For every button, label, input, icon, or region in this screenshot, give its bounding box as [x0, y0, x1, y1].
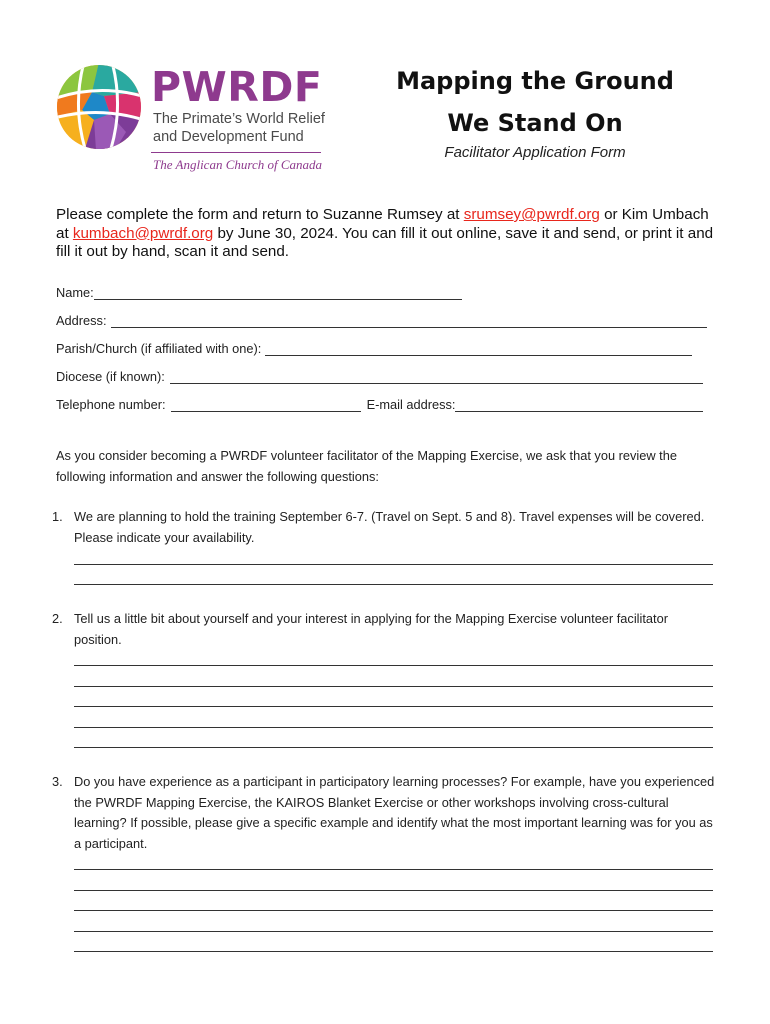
question-1-text: We are planning to hold the training September 6-7. (Travel on Sept. 5 and 8). Travel expenses will be covered. Please indicate your availability.	[74, 509, 705, 545]
intro-paragraph	[56, 206, 721, 262]
question-1-number: 1.	[52, 509, 63, 524]
diocese-field-row	[56, 369, 703, 384]
address-field-row	[56, 313, 707, 328]
question-2-number: 2.	[52, 611, 63, 626]
globe-logo-icon	[54, 62, 144, 152]
logo-subtitle	[153, 110, 325, 146]
name-field-row	[56, 285, 462, 300]
intro-text-2: or Kim Umbach at	[56, 206, 709, 242]
name-label: Name:	[56, 285, 94, 300]
answer-line[interactable]	[74, 869, 713, 870]
intro-text-3: by June 30, 2024. You can fill it out online, save it and send, or print it and fill it out by hand, scan it and send.	[56, 224, 714, 260]
answer-line[interactable]	[74, 747, 713, 748]
diocese-label: Diocese (if known):	[56, 369, 165, 384]
page-title	[385, 60, 685, 144]
pwrdf-logo	[54, 60, 344, 178]
answer-line[interactable]	[74, 584, 713, 585]
title-line2: We Stand On	[447, 109, 623, 137]
question-1	[52, 507, 717, 548]
email-link-kumbach[interactable]: kumbach@pwrdf.org	[72, 224, 214, 242]
logo-subtitle-line2: and Development Fund	[153, 129, 304, 145]
email-label: E-mail address:	[366, 397, 456, 412]
email-input-line[interactable]	[455, 397, 703, 412]
parish-input-line[interactable]	[265, 341, 692, 356]
question-3	[52, 772, 717, 854]
telephone-field-row	[56, 397, 703, 412]
parish-label: Parish/Church (if affiliated with one):	[56, 341, 262, 356]
intro-text-1: Please complete the form and return to Suzanne Rumsey at	[56, 206, 464, 223]
parish-field-row	[56, 341, 692, 356]
question-3-number: 3.	[52, 774, 63, 789]
page-subtitle: Facilitator Application Form	[444, 144, 626, 161]
diocese-input-line[interactable]	[170, 369, 703, 384]
answer-line[interactable]	[74, 686, 713, 687]
instructions-paragraph: As you consider becoming a PWRDF volunteer facilitator of the Mapping Exercise, we ask that you review the following information and answer the following questions:	[56, 448, 677, 484]
name-input-line[interactable]	[94, 285, 462, 300]
address-label: Address:	[56, 313, 107, 328]
answer-line[interactable]	[74, 890, 713, 891]
question-3-text: Do you have experience as a participant in participatory learning processes? For example, have you experienced the PWRDF Mapping Exercise, the KAIROS Blanket Exercise or other workshops involving cross-cultural learning? If possible, please give a specific example and identify what the most important learning was for you as a participant.	[74, 774, 715, 851]
answer-line[interactable]	[74, 727, 713, 728]
answer-line[interactable]	[74, 665, 713, 666]
telephone-input-line[interactable]	[171, 397, 361, 412]
question-2-text: Tell us a little bit about yourself and your interest in applying for the Mapping Exercise volunteer facilitator position.	[74, 611, 668, 647]
logo-name: PWRDF	[151, 63, 323, 111]
logo-divider	[151, 152, 321, 153]
email-link-srumsey[interactable]: srumsey@pwrdf.org	[463, 206, 600, 223]
logo-church: The Anglican Church of Canada	[153, 157, 322, 172]
telephone-label: Telephone number:	[56, 397, 166, 412]
logo-subtitle-line1: The Primate’s World Relief	[153, 111, 325, 127]
title-line1: Mapping the Ground	[396, 67, 674, 95]
answer-line[interactable]	[74, 564, 713, 565]
question-2	[52, 609, 717, 650]
address-input-line[interactable]	[111, 313, 707, 328]
answer-line[interactable]	[74, 706, 713, 707]
answer-line[interactable]	[74, 931, 713, 932]
answer-line[interactable]	[74, 951, 713, 952]
answer-line[interactable]	[74, 910, 713, 911]
